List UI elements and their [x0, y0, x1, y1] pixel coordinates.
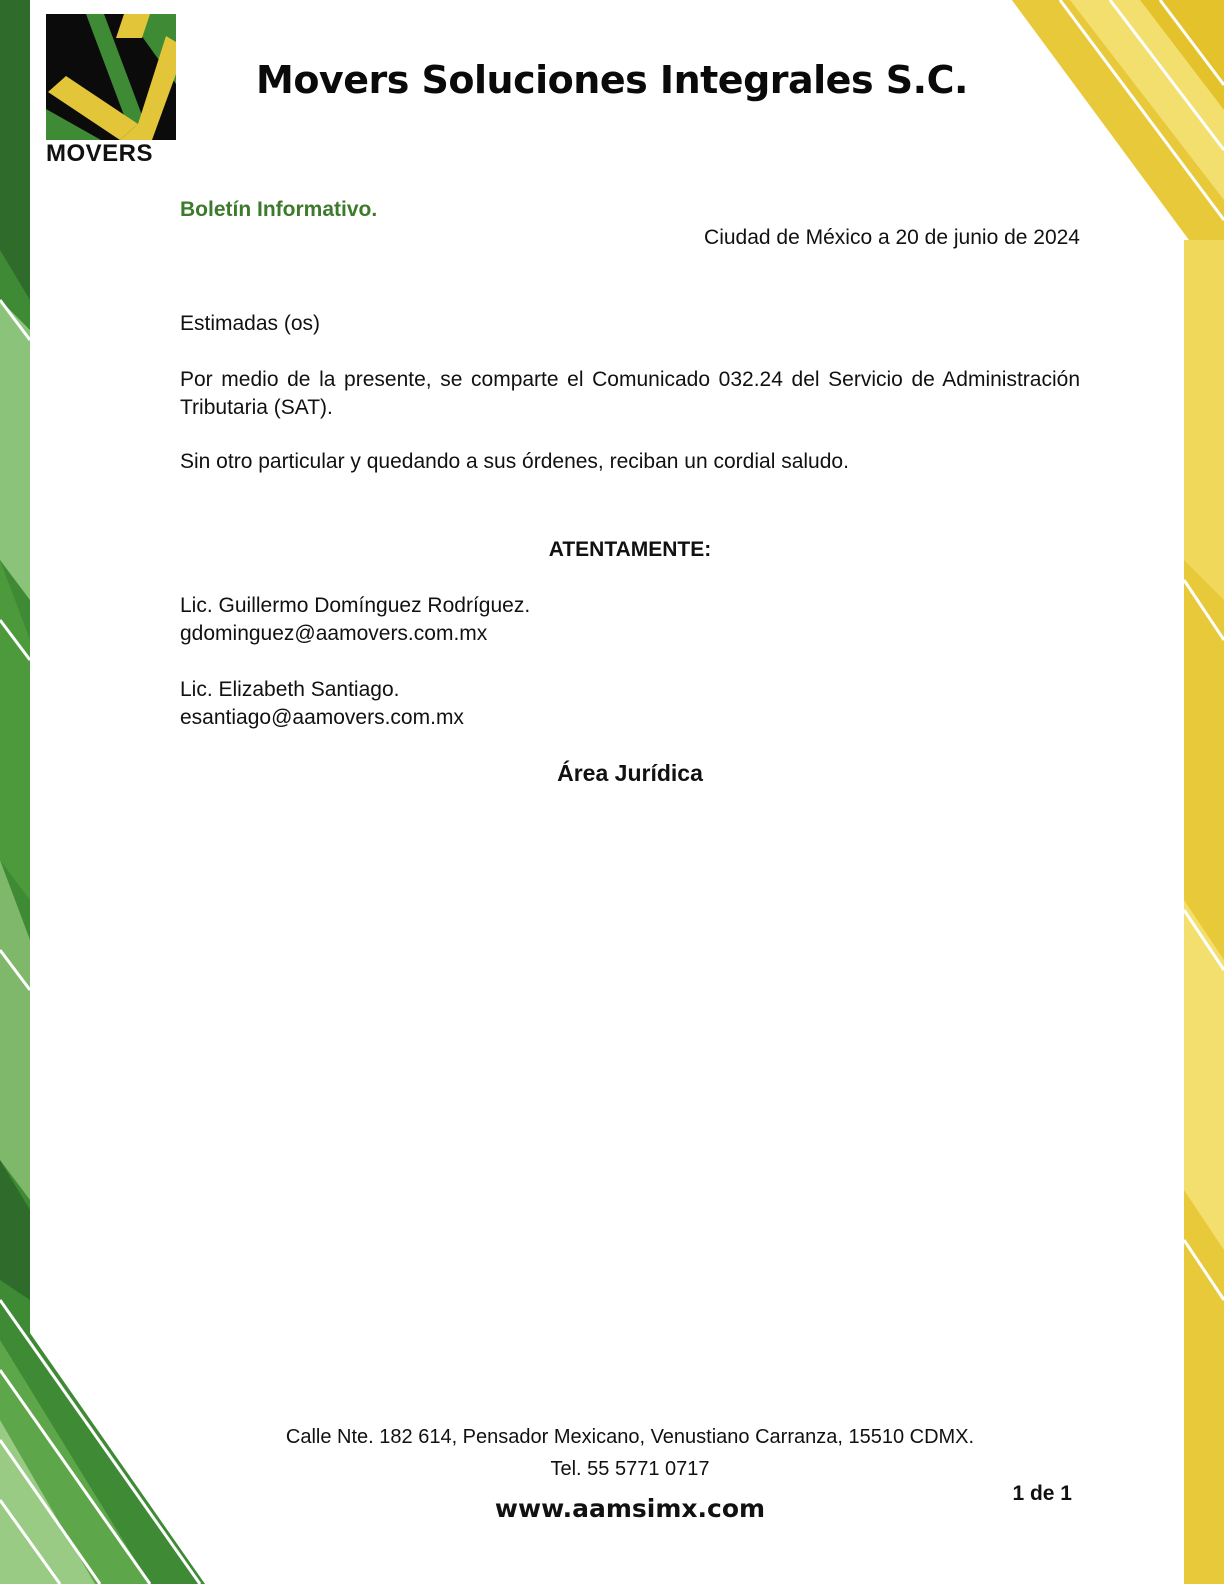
greeting: Estimadas (os) [180, 312, 321, 335]
closing-heading: ATENTAMENTE: [548, 538, 712, 561]
signatory-email[interactable]: gdominguez@aamovers.com.mx [180, 622, 488, 645]
bulletin-label: Boletín Informativo. [180, 198, 378, 221]
left-green-stripe [0, 0, 30, 300]
logo-wordmark: MOVERS [46, 140, 154, 167]
signatory-block [180, 676, 1080, 732]
footer-phone: Tel. 55 5771 0717 [550, 1458, 710, 1480]
footer-address: Calle Nte. 182 614, Pensador Mexicano, Venustiano Carranza, 15510 CDMX. [285, 1426, 975, 1448]
signatory-name: Lic. Elizabeth Santiago. [180, 678, 400, 701]
body-paragraph-1: Por medio de la presente, se comparte el Comunicado 032.24 del Servicio de Administración Tributaria (SAT). [180, 368, 1080, 419]
company-name: Movers Soluciones Integrales S.C. [256, 58, 968, 102]
signatory-name: Lic. Guillermo Domínguez Rodríguez. [180, 594, 531, 617]
department-name: Área Jurídica [557, 760, 703, 786]
left-green-stripe [0, 300, 30, 600]
body-paragraph-2: Sin otro particular y quedando a sus órdenes, reciban un cordial saludo. [180, 450, 849, 473]
signatory-email[interactable]: esantiago@aamovers.com.mx [180, 706, 464, 729]
signatory-block [180, 592, 1080, 648]
page-number: 1 de 1 [1012, 1482, 1072, 1505]
letter-date: Ciudad de México a 20 de junio de 2024 [704, 226, 1080, 249]
footer-website-link[interactable]: www.aamsimx.com [494, 1494, 766, 1523]
